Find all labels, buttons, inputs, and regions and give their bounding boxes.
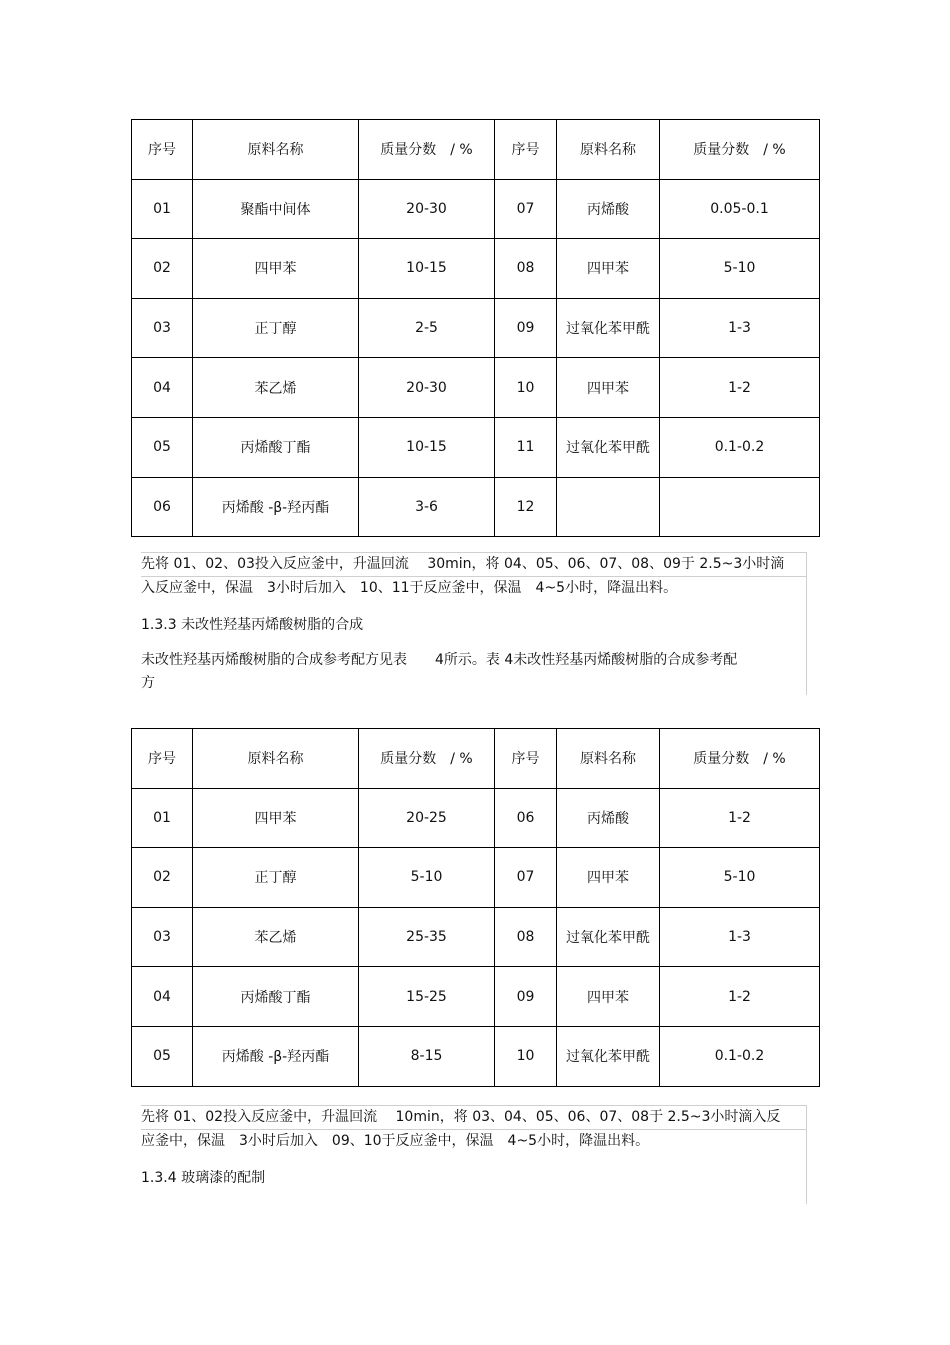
table-cell: 10-15: [359, 239, 495, 299]
header-cell: 序号: [132, 729, 193, 789]
table-row: [132, 477, 820, 537]
table-cell: 正丁醇: [193, 298, 359, 358]
header-cell: 序号: [495, 120, 557, 180]
table-cell: 02: [132, 239, 193, 299]
table-cell: 04: [132, 967, 193, 1027]
table-cell: 四甲苯: [557, 967, 660, 1027]
table-cell: 08: [495, 239, 557, 299]
process-line-2: 入反应釜中，保温 3小时后加入 10、11于反应釜中，保温 4~5小时，降温出料。: [141, 580, 678, 596]
table-cell: 01: [132, 179, 193, 239]
table-cell: 05: [132, 1026, 193, 1086]
process-line-1: 先将 01、02、03投入反应釜中，升温回流 30min，将 04、05、06、07、08、09于 2.5~3小时滴: [141, 552, 806, 577]
table-cell: 1-2: [660, 967, 820, 1027]
header-cell: 质量分数 / %: [660, 729, 820, 789]
table-cell: 10-15: [359, 417, 495, 477]
table-cell: 20-30: [359, 179, 495, 239]
table-row: [132, 848, 820, 908]
table-cell: 03: [132, 907, 193, 967]
formula-table-4: [131, 728, 820, 1087]
table-cell: 丙烯酸 -β-羟丙酯: [193, 477, 359, 537]
header-cell: 质量分数 / %: [359, 729, 495, 789]
table-cell: 11: [495, 417, 557, 477]
table-cell: 12: [495, 477, 557, 537]
table-cell: 10: [495, 358, 557, 418]
table-cell: 15-25: [359, 967, 495, 1027]
table-cell: 06: [495, 788, 557, 848]
table-intro-line-2: 方: [141, 675, 155, 691]
table-row: [132, 298, 820, 358]
table-cell: 1-2: [660, 358, 820, 418]
table-row: [132, 788, 820, 848]
table-cell: 丙烯酸丁酯: [193, 417, 359, 477]
table-cell: 过氧化苯甲酰: [557, 907, 660, 967]
process-line-2: 应釜中，保温 3小时后加入 09、10于反应釜中，保温 4~5小时，降温出料。: [141, 1133, 650, 1149]
header-cell: 质量分数 / %: [660, 120, 820, 180]
table-cell: 过氧化苯甲酰: [557, 298, 660, 358]
table-cell: 5-10: [359, 848, 495, 908]
header-cell: 序号: [495, 729, 557, 789]
table-cell: 3-6: [359, 477, 495, 537]
table-cell: 丙烯酸: [557, 788, 660, 848]
table-cell: 06: [132, 477, 193, 537]
table-row: [132, 239, 820, 299]
table-cell: [660, 477, 820, 537]
table-cell: 03: [132, 298, 193, 358]
section-heading-1-3-4: 1.3.4 玻璃漆的配制: [141, 1170, 266, 1186]
table-cell: 聚酯中间体: [193, 179, 359, 239]
table-cell: 01: [132, 788, 193, 848]
section-heading-1-3-3: 1.3.3 未改性羟基丙烯酸树脂的合成: [141, 617, 364, 633]
table-row: [132, 967, 820, 1027]
header-cell: 质量分数 / %: [359, 120, 495, 180]
table-cell: 8-15: [359, 1026, 495, 1086]
table-cell: 过氧化苯甲酰: [557, 1026, 660, 1086]
table-cell: 0.1-0.2: [660, 417, 820, 477]
table-row: [132, 179, 820, 239]
table-cell: 10: [495, 1026, 557, 1086]
table-cell: [557, 477, 660, 537]
table-cell: 四甲苯: [193, 788, 359, 848]
table-cell: 05: [132, 417, 193, 477]
table-cell: 丙烯酸: [557, 179, 660, 239]
table-row: [132, 1026, 820, 1086]
table-cell: 07: [495, 848, 557, 908]
table-cell: 09: [495, 298, 557, 358]
table-cell: 07: [495, 179, 557, 239]
header-cell: 序号: [132, 120, 193, 180]
table-cell: 25-35: [359, 907, 495, 967]
table-cell: 5-10: [660, 239, 820, 299]
header-cell: 原料名称: [193, 120, 359, 180]
process-text-2: [141, 1105, 807, 1204]
table-cell: 正丁醇: [193, 848, 359, 908]
table-cell: 0.05-0.1: [660, 179, 820, 239]
header-cell: 原料名称: [557, 120, 660, 180]
table-cell: 四甲苯: [557, 848, 660, 908]
table-cell: 丙烯酸丁酯: [193, 967, 359, 1027]
table-cell: 1-3: [660, 907, 820, 967]
table-cell: 02: [132, 848, 193, 908]
table-cell: 5-10: [660, 848, 820, 908]
table-header-row: [132, 729, 820, 789]
table-cell: 08: [495, 907, 557, 967]
table-cell: 20-25: [359, 788, 495, 848]
header-cell: 原料名称: [193, 729, 359, 789]
table-cell: 1-3: [660, 298, 820, 358]
table-cell: 20-30: [359, 358, 495, 418]
table-cell: 2-5: [359, 298, 495, 358]
table-intro-line-1: 未改性羟基丙烯酸树脂的合成参考配方见表 4所示。表 4未改性羟基丙烯酸树脂的合成参考配: [141, 652, 738, 668]
table-cell: 四甲苯: [193, 239, 359, 299]
table-cell: 过氧化苯甲酰: [557, 417, 660, 477]
table-row: [132, 358, 820, 418]
header-cell: 原料名称: [557, 729, 660, 789]
table-cell: 09: [495, 967, 557, 1027]
table-cell: 四甲苯: [557, 239, 660, 299]
table-row: [132, 907, 820, 967]
table-row: [132, 417, 820, 477]
process-line-1: 先将 01、02投入反应釜中，升温回流 10min，将 03、04、05、06、07、08于 2.5~3小时滴入反: [141, 1105, 806, 1130]
table-cell: 丙烯酸 -β-羟丙酯: [193, 1026, 359, 1086]
table-cell: 1-2: [660, 788, 820, 848]
table-cell: 苯乙烯: [193, 907, 359, 967]
table-cell: 0.1-0.2: [660, 1026, 820, 1086]
table-header-row: [132, 120, 820, 180]
table-cell: 四甲苯: [557, 358, 660, 418]
table-cell: 苯乙烯: [193, 358, 359, 418]
process-text-1: [141, 552, 807, 695]
formula-table-3: [131, 119, 820, 537]
table-cell: 04: [132, 358, 193, 418]
